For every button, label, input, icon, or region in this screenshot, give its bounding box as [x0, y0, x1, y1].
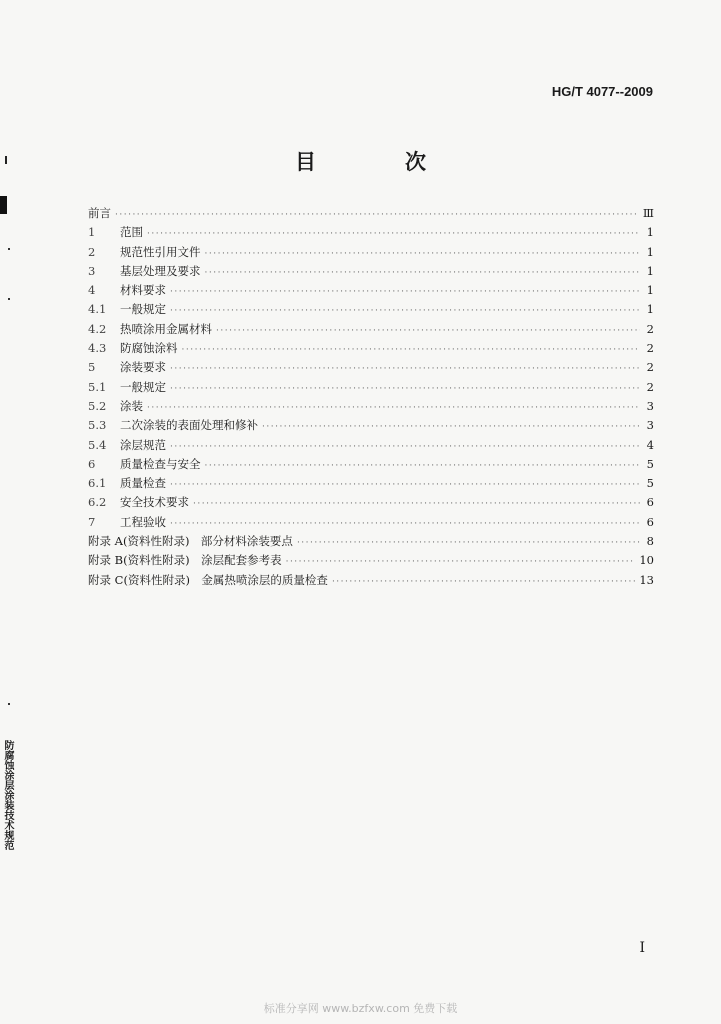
toc-leader-dots [170, 480, 640, 490]
toc-entry[interactable] [88, 417, 654, 436]
toc-leader-dots [205, 461, 641, 471]
toc-leader-dots [147, 229, 640, 239]
toc-entry-page: 3 [646, 418, 654, 433]
toc-entry-number: 5.1 [88, 379, 107, 394]
toc-leader-dots [297, 538, 640, 548]
toc-entry-page: 6 [646, 514, 654, 529]
toc-leader-dots [205, 268, 641, 278]
toc-entry-label: 涂层规范 [120, 437, 166, 452]
toc-entry[interactable] [88, 321, 654, 340]
toc-entry-label: 安全技术要求 [120, 495, 189, 510]
toc-entry-label: 质量检查与安全 [120, 456, 201, 471]
toc-entry[interactable] [88, 340, 654, 359]
toc-entry-label: 一般规定 [120, 379, 166, 394]
toc-entry[interactable] [88, 456, 654, 475]
toc-entry[interactable] [88, 224, 654, 243]
toc-entry-page: 5 [646, 456, 654, 471]
toc-entry[interactable] [88, 398, 654, 417]
toc-entry-page: 2 [646, 321, 654, 336]
toc-leader-dots [170, 442, 640, 452]
toc-entry-page: Ⅲ [642, 206, 654, 220]
toc-entry-label: 热喷涂用金属材料 [120, 321, 212, 336]
toc-entry-page: 5 [646, 476, 654, 491]
scan-dot [8, 298, 10, 300]
toc-entry-label: 附录 C(资料性附录) 金属热喷涂层的质量检查 [88, 572, 328, 587]
toc-entry-label: 前言 [88, 206, 111, 220]
toc-entry-number: 5.3 [88, 418, 107, 433]
page-title: 目 次 [295, 149, 460, 174]
toc-leader-dots [216, 326, 640, 336]
toc-entry-number: 4.3 [88, 341, 107, 356]
toc-entry-label: 涂装 [120, 398, 143, 413]
toc-entry-page: 6 [646, 495, 654, 510]
toc-entry-label: 范围 [120, 225, 143, 240]
toc-entry-page: 3 [646, 398, 654, 413]
toc-entry[interactable] [88, 572, 654, 591]
scan-dot [8, 248, 10, 250]
toc-entry-number: 4 [88, 283, 96, 298]
footer-watermark: 标准分享网 www.bzfxw.com 免费下载 [263, 1002, 458, 1015]
toc-leader-dots [193, 499, 640, 509]
toc-entry[interactable] [88, 205, 654, 224]
toc-entry-label: 二次涂装的表面处理和修补 [120, 418, 258, 433]
toc-entry-number: 2 [88, 244, 96, 259]
toc-entry-label: 附录 B(资料性附录) 涂层配套参考表 [88, 553, 282, 568]
toc-entry-page: 4 [646, 437, 654, 452]
toc-entry-label: 材料要求 [120, 283, 166, 298]
toc-leader-dots [147, 403, 640, 413]
table-of-contents [88, 205, 654, 591]
toc-leader-dots [170, 519, 640, 529]
toc-leader-dots [170, 384, 640, 394]
toc-leader-dots [205, 249, 641, 259]
toc-entry[interactable] [88, 359, 654, 378]
toc-entry-label: 附录 A(资料性附录) 部分材料涂装要点 [88, 534, 293, 549]
toc-entry-page: 2 [646, 360, 654, 375]
toc-entry-page: 1 [646, 283, 654, 298]
toc-entry[interactable] [88, 533, 654, 552]
toc-entry[interactable] [88, 552, 654, 571]
toc-entry-number: 6.1 [88, 476, 107, 491]
toc-entry[interactable] [88, 514, 654, 533]
toc-leader-dots [182, 345, 641, 355]
toc-entry-page: 1 [646, 302, 654, 317]
standard-code: HG/T 4077--2009 [551, 84, 653, 99]
toc-leader-dots [262, 422, 640, 432]
toc-entry-label: 防腐蚀涂料 [120, 341, 178, 356]
toc-entry-number: 1 [88, 225, 96, 240]
toc-entry[interactable] [88, 475, 654, 494]
toc-leader-dots [170, 364, 640, 374]
toc-entry-label: 涂装要求 [120, 360, 166, 375]
page-number: I [639, 940, 645, 956]
toc-entry-page: 2 [646, 379, 654, 394]
toc-entry[interactable] [88, 263, 654, 282]
toc-entry-page: 1 [646, 244, 654, 259]
toc-leader-dots [286, 557, 636, 567]
toc-entry-label: 一般规定 [120, 302, 166, 317]
side-binding-label: 防腐蚀涂层涂装技术规范 [2, 740, 13, 850]
toc-entry-label: 规范性引用文件 [120, 244, 201, 259]
toc-leader-dots [332, 577, 635, 587]
toc-leader-dots [115, 210, 639, 220]
toc-entry[interactable] [88, 494, 654, 513]
toc-leader-dots [170, 287, 640, 297]
toc-entry-number: 7 [88, 514, 96, 529]
toc-entry-label: 质量检查 [120, 476, 166, 491]
toc-entry-number: 6.2 [88, 495, 107, 510]
toc-entry[interactable] [88, 379, 654, 398]
toc-entry-page: 8 [646, 534, 654, 549]
toc-entry-page: 1 [646, 225, 654, 240]
toc-leader-dots [170, 306, 640, 316]
toc-entry-page: 10 [639, 553, 654, 568]
toc-entry-page: 1 [646, 263, 654, 278]
toc-entry-number: 6 [88, 456, 96, 471]
toc-entry-number: 4.1 [88, 302, 107, 317]
toc-entry-number: 5.2 [88, 398, 107, 413]
toc-entry-number: 5 [88, 360, 96, 375]
toc-entry-page: 2 [646, 341, 654, 356]
toc-entry-page: 13 [639, 572, 654, 587]
scan-mark-bar [0, 196, 7, 214]
toc-entry-label: 基层处理及要求 [120, 263, 201, 278]
toc-entry-number: 4.2 [88, 321, 107, 336]
toc-entry[interactable] [88, 301, 654, 320]
toc-entry[interactable] [88, 282, 654, 301]
toc-entry-label: 工程验收 [120, 514, 166, 529]
toc-entry[interactable] [88, 244, 654, 263]
toc-entry-number: 5.4 [88, 437, 107, 452]
toc-entry[interactable] [88, 437, 654, 456]
scan-dot [8, 703, 10, 705]
toc-entry-number: 3 [88, 263, 96, 278]
